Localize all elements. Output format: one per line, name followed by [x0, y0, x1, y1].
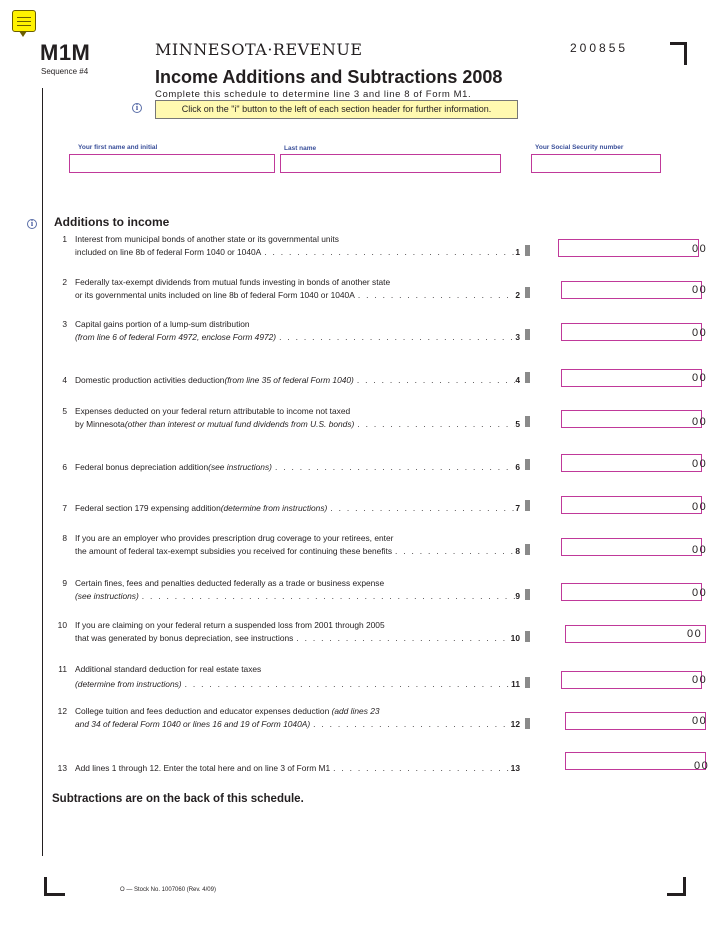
amount-field-line-11[interactable] [561, 671, 702, 689]
line-marker [525, 544, 530, 555]
info-icon[interactable]: i [132, 103, 142, 113]
amount-field-line-4[interactable] [561, 369, 702, 387]
cents: 00 [692, 715, 708, 727]
amount-field-line-1[interactable] [558, 239, 699, 257]
line-marker [525, 500, 530, 511]
line-marker [525, 677, 530, 688]
line-number: 1 [62, 234, 67, 244]
first-name-label: Your first name and initial [78, 144, 158, 151]
line-number: 2 [62, 277, 67, 287]
line-marker [525, 287, 530, 298]
line-text: included on line 8b of federal Form 1040 or 1040A [75, 247, 262, 257]
amount-field-line-2[interactable] [561, 281, 702, 299]
line-text-italic: (add lines 23 [331, 706, 380, 716]
line-text-italic: (determine from instructions) [220, 503, 328, 513]
page-title: Income Additions and Subtractions 2008 [155, 67, 503, 87]
amount-field-line-8[interactable] [561, 538, 702, 556]
line-marker [525, 416, 530, 427]
amount-field-line-3[interactable] [561, 323, 702, 341]
page-subtitle: Complete this schedule to determine line 3 and line 8 of Form M1. [155, 89, 472, 100]
cents: 00 [694, 760, 710, 772]
line-text: that was generated by bonus depreciation, see instructions [75, 633, 294, 643]
line-ref: 8 [515, 546, 520, 556]
line-marker [525, 589, 530, 600]
line-number: 12 [57, 706, 67, 716]
cents: 00 [692, 458, 708, 470]
line-marker [525, 329, 530, 340]
line-text: Capital gains portion of a lump-sum distribution [75, 319, 250, 329]
amount-field-line-6[interactable] [561, 454, 702, 472]
line-text: College tuition and fees deduction and educator expenses deduction [75, 706, 332, 716]
line-ref: 7 [515, 503, 520, 513]
line-ref: 5 [515, 419, 520, 429]
form-id: M1M [40, 40, 91, 65]
cents: 00 [692, 327, 708, 339]
cents: 00 [692, 416, 708, 428]
line-text: Add lines 1 through 12. Enter the total here and on line 3 of Form M1 [75, 763, 331, 773]
line-text-italic: (from line 35 of federal Form 1040) [224, 375, 354, 385]
amount-field-line-5[interactable] [561, 410, 702, 428]
line-text: or its governmental units included on line 8b of federal Form 1040 or 1040A [75, 290, 355, 300]
corner-mark-bottom-left [44, 877, 65, 896]
amount-field-line-9[interactable] [561, 583, 702, 601]
form-number: 200855 [570, 41, 629, 55]
line-ref: 9 [515, 591, 520, 601]
cents: 00 [692, 587, 708, 599]
line-text: Domestic production activities deduction [75, 375, 225, 385]
line-ref: 4 [515, 375, 520, 385]
section-info-icon[interactable]: i [27, 219, 37, 229]
corner-mark-bottom-right [667, 877, 686, 896]
line-text: Additional standard deduction for real estate taxes [75, 664, 262, 674]
line-text: Interest from municipal bonds of another state or its governmental units [75, 234, 339, 244]
line-ref: 10 [510, 633, 520, 643]
line-marker [525, 459, 530, 470]
line-text: Federal section 179 expensing addition [75, 503, 221, 513]
agency-name: MINNESOTA·REVENUE [155, 40, 363, 59]
line-text: Federally tax-exempt dividends from mutual funds investing in bonds of another state [75, 277, 391, 287]
cents: 00 [687, 628, 703, 640]
line-text: If you are an employer who provides prescription drug coverage to your retirees, enter [75, 533, 394, 543]
line-text: (see instructions) [75, 591, 139, 601]
line-ref: 11 [511, 679, 520, 689]
amount-field-line-13[interactable] [565, 752, 706, 770]
line-text: and 34 of federal Form 1040 or lines 16 and 19 of Form 1040A) [75, 719, 311, 729]
subtractions-note: Subtractions are on the back of this schedule. [52, 793, 304, 805]
first-name-field[interactable] [69, 154, 275, 173]
cents: 00 [692, 674, 708, 686]
cents: 00 [692, 372, 708, 384]
line-marker [525, 631, 530, 642]
line-marker [525, 245, 530, 256]
line-text: Certain fines, fees and penalties deducted federally as a trade or business expense [75, 578, 385, 588]
cents: 00 [692, 544, 708, 556]
line-text-italic: (see instructions) [208, 462, 272, 472]
corner-mark-top-right [670, 42, 687, 65]
line-ref: 3 [515, 332, 520, 342]
ssn-label: Your Social Security number [535, 144, 624, 151]
cents: 00 [692, 284, 708, 296]
line-ref: 2 [515, 290, 520, 300]
margin-rule [42, 88, 43, 856]
line-marker [525, 372, 530, 383]
line-ref: 6 [515, 462, 520, 472]
amount-field-line-10[interactable] [565, 625, 706, 643]
ssn-field[interactable] [531, 154, 661, 173]
line-number: 4 [62, 375, 67, 385]
stock-number: O — Stock No. 1007060 (Rev. 4/09) [120, 887, 216, 893]
line-number: 8 [62, 533, 67, 543]
line-number: 7 [62, 503, 67, 513]
line-number: 3 [62, 319, 67, 329]
line-number: 11 [58, 664, 67, 674]
line-number: 6 [62, 462, 67, 472]
line-text: (determine from instructions) [75, 679, 182, 689]
sticky-note-icon[interactable] [12, 10, 36, 32]
line-marker [525, 718, 530, 729]
line-number: 9 [62, 578, 67, 588]
line-ref: 1 [515, 247, 520, 257]
line-text: Federal bonus depreciation addition [75, 462, 209, 472]
cents: 00 [692, 243, 708, 255]
line-number: 10 [57, 620, 67, 630]
line-ref: 13 [510, 763, 520, 773]
amount-field-line-12[interactable] [565, 712, 706, 730]
line-number: 5 [62, 406, 67, 416]
sequence-number: Sequence #4 [41, 67, 89, 76]
info-note: Click on the "i" button to the left of each section header for further information. [155, 100, 518, 119]
line-text: the amount of federal tax-exempt subsidies you received for continuing these benefits [75, 546, 393, 556]
line-text: (from line 6 of federal Form 4972, enclose Form 4972) [75, 332, 277, 342]
line-text: by Minnesota [75, 419, 125, 429]
line-text: If you are claiming on your federal return a suspended loss from 2001 through 2005 [75, 620, 385, 630]
line-text: Expenses deducted on your federal return attributable to income not taxed [75, 406, 351, 416]
line-text-italic: (other than interest or mutual fund dividends from U.S. bonds) [124, 419, 355, 429]
last-name-field[interactable] [280, 154, 501, 173]
last-name-label: Last name [284, 145, 317, 152]
section-title: Additions to income [54, 215, 170, 229]
line-number: 13 [57, 763, 67, 773]
line-ref: 12 [510, 719, 520, 729]
cents: 00 [692, 501, 708, 513]
amount-field-line-7[interactable] [561, 496, 702, 514]
